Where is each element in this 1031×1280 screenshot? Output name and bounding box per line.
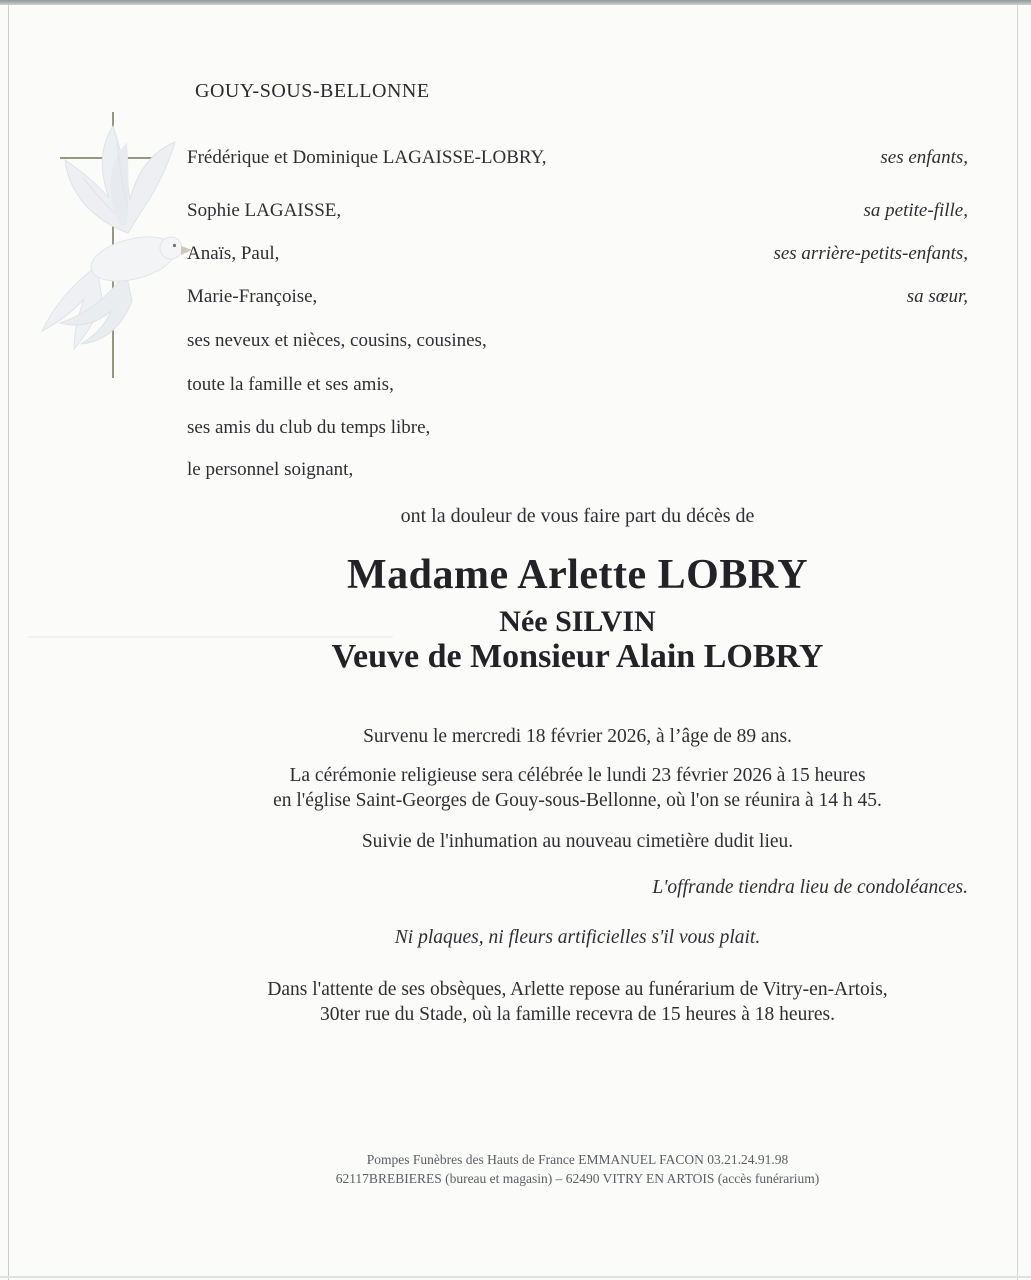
burial-line: Suivie de l'inhumation au nouveau cimetière dudit lieu. xyxy=(361,831,794,852)
relationship-label: ses enfants, xyxy=(880,147,968,168)
family-row xyxy=(187,330,968,352)
scan-top-edge xyxy=(0,0,1031,5)
widow-line: Veuve de Monsieur Alain LOBRY xyxy=(331,638,824,675)
family-row xyxy=(187,200,968,222)
commune-name: GOUY-SOUS-BELLONNE xyxy=(195,80,430,102)
ceremony-details xyxy=(187,764,968,813)
family-row xyxy=(187,243,968,265)
repose-line-1: Dans l'attente de ses obsèques, Arlette repose au funérarium de Vitry-en-Artois, xyxy=(267,979,888,1000)
funeral-home-line-1: Pompes Funèbres des Hauts de France EMMANUEL FACON 03.21.24.91.98 xyxy=(366,1152,789,1167)
scan-bottom-edge xyxy=(0,1276,1031,1278)
relationship-label: ses arrière-petits-enfants, xyxy=(773,243,968,264)
family-member: Sophie LAGAISSE, xyxy=(187,200,342,221)
repose-details xyxy=(187,978,968,1027)
family-row xyxy=(187,459,968,481)
family-row xyxy=(187,147,968,169)
family-member: Frédérique et Dominique LAGAISSE-LOBRY, xyxy=(187,147,547,168)
family-row xyxy=(187,417,968,439)
relationship-label: sa sœur, xyxy=(906,286,968,307)
deceased-name: Madame Arlette LOBRY xyxy=(346,552,809,598)
family-row xyxy=(187,286,968,308)
family-member: le personnel soignant, xyxy=(187,459,354,480)
family-member: ses amis du club du temps libre, xyxy=(187,417,431,438)
funeral-home-line-2: 62117BREBIERES (bureau et magasin) – 62490 VITRY EN ARTOIS (accès funérarium) xyxy=(335,1170,820,1186)
maiden-name: Née SILVIN xyxy=(499,605,656,638)
relationship-label: sa petite-fille, xyxy=(863,200,968,221)
family-member: Marie-Françoise, xyxy=(187,286,318,307)
dove-eye xyxy=(173,244,176,247)
offering-line: L'offrande tiendra lieu de condoléances. xyxy=(652,877,968,898)
family-member: Anaïs, Paul, xyxy=(187,243,280,264)
funeral-home-footer xyxy=(187,1151,968,1188)
scan-left-edge xyxy=(8,5,9,1280)
ceremony-line-2: en l'église Saint-Georges de Gouy-sous-Bellonne, où l'on se réunira à 14 h 45. xyxy=(273,789,882,811)
announcement-intro: ont la douleur de vous faire part du décès de xyxy=(400,505,755,527)
no-flowers-line: Ni plaques, ni fleurs artificielles s'il vous plait. xyxy=(394,927,761,948)
repose-line-2: 30ter rue du Stade, où la famille recevra de 15 heures à 18 heures. xyxy=(320,1003,835,1025)
family-member: ses neveux et nièces, cousins, cousines, xyxy=(187,330,487,351)
family-row xyxy=(187,374,968,396)
family-member: toute la famille et ses amis, xyxy=(187,374,394,395)
scan-right-edge xyxy=(1017,5,1018,1280)
death-date-line: Survenu le mercredi 18 février 2026, à l’âge de 89 ans. xyxy=(363,726,792,747)
dove-with-cross-icon xyxy=(33,98,213,393)
ceremony-line-1: La cérémonie religieuse sera célébrée le lundi 23 février 2026 à 15 heures xyxy=(289,765,866,786)
